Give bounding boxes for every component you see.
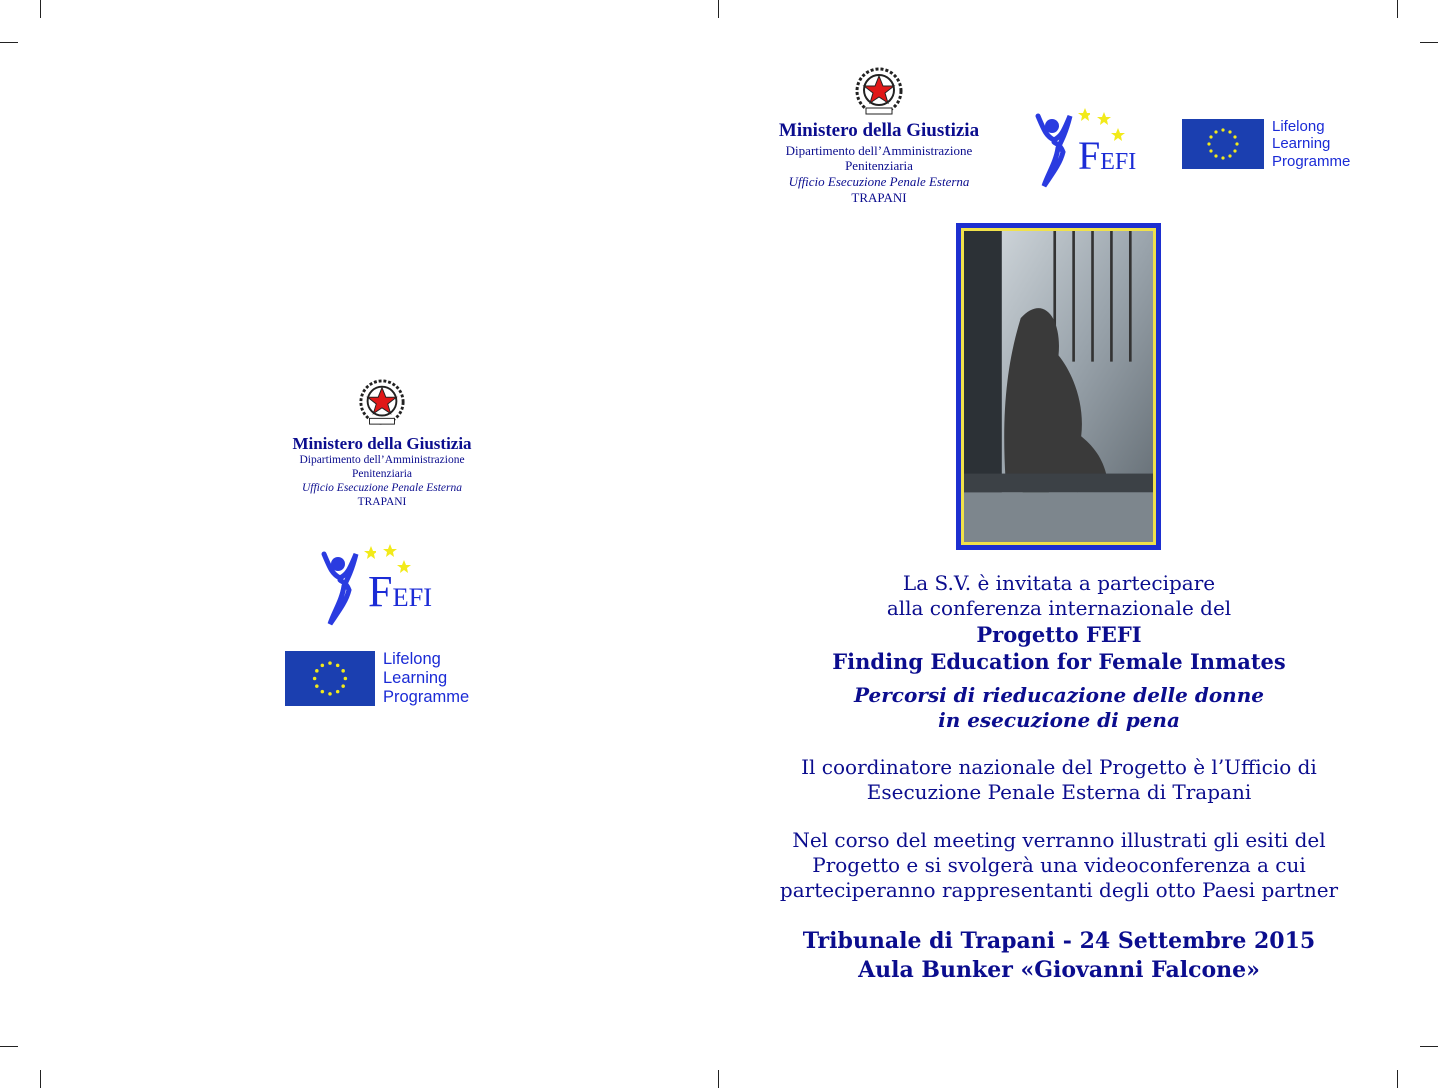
- photo-inmate-image: [964, 231, 1153, 542]
- coordinator-line1: Il coordinatore nazionale del Progetto è l’Ufficio di: [801, 755, 1317, 779]
- venue-line1: Tribunale di Trapani - 24 Settembre 2015: [802, 928, 1316, 954]
- italian-republic-emblem-icon: [358, 378, 406, 428]
- meeting-line3: parteciperanno rappresentanti degli otto Paesi partner: [779, 878, 1339, 902]
- eu-llp-text: Lifelong Learning Programme: [1272, 118, 1351, 170]
- crop-mark: [1420, 42, 1438, 43]
- crop-mark: [1420, 1046, 1438, 1047]
- ministry-header-left: [270, 378, 494, 510]
- italian-republic-emblem-icon: [854, 66, 904, 118]
- ministry-title: Ministero della Giustizia: [778, 120, 980, 141]
- invitation-text: [760, 571, 1358, 985]
- ministry-title: Ministero della Giustizia: [292, 434, 472, 453]
- subtitle-line2: in esecuzione di pena: [938, 708, 1180, 732]
- ministry-office: Ufficio Esecuzione Penale Esterna: [301, 481, 462, 494]
- ministry-dept: Dipartimento dell’Amministrazione: [299, 454, 465, 467]
- coordinator-line2: Esecuzione Penale Esterna di Trapani: [866, 780, 1252, 804]
- ministry-dept2: Penitenziaria: [845, 158, 913, 174]
- fefi-figure-icon: [316, 540, 376, 628]
- meeting-line2: Progetto e si svolgerà una videoconferenza a cui: [812, 853, 1306, 877]
- crop-mark: [718, 1070, 719, 1088]
- crop-mark: [718, 0, 719, 18]
- ministry-dept: Dipartimento dell’Amministrazione: [785, 142, 973, 158]
- cover-photo: [956, 223, 1161, 550]
- project-fullname: Finding Education for Female Inmates: [832, 649, 1286, 674]
- meeting-line1: Nel corso del meeting verranno illustrati gli esiti del: [792, 828, 1326, 852]
- fefi-logo-left: [316, 540, 446, 630]
- ministry-header-right: [750, 66, 1008, 205]
- ministry-city: TRAPANI: [357, 495, 407, 508]
- venue-line2: Aula Bunker «Giovanni Falcone»: [858, 957, 1260, 983]
- eu-llp-logo-right: [1182, 118, 1350, 170]
- fefi-logo-right: [1030, 104, 1160, 190]
- ministry-dept2: Penitenziaria: [351, 468, 413, 481]
- ministry-office: Ufficio Esecuzione Penale Esterna: [788, 173, 970, 189]
- eu-flag-icon: [285, 651, 375, 706]
- fefi-wordmark: FEFI: [368, 567, 433, 616]
- eu-llp-text: Lifelong Learning Programme: [383, 650, 470, 706]
- eu-llp-logo-left: [285, 650, 469, 707]
- crop-mark: [0, 1046, 18, 1047]
- project-name: Progetto FEFI: [976, 622, 1142, 647]
- fefi-wordmark: FEFI: [1078, 133, 1137, 178]
- crop-mark: [40, 0, 41, 18]
- eu-flag-icon: [1182, 119, 1264, 169]
- crop-mark: [1397, 0, 1398, 18]
- ministry-city: TRAPANI: [851, 189, 907, 205]
- crop-mark: [40, 1070, 41, 1088]
- crop-mark: [1397, 1070, 1398, 1088]
- invite-line2: alla conferenza internazionale del: [886, 596, 1232, 620]
- invite-line1: La S.V. è invitata a partecipare: [902, 571, 1216, 595]
- crop-mark: [0, 42, 18, 43]
- subtitle-line1: Percorsi di rieducazione delle donne: [854, 683, 1264, 707]
